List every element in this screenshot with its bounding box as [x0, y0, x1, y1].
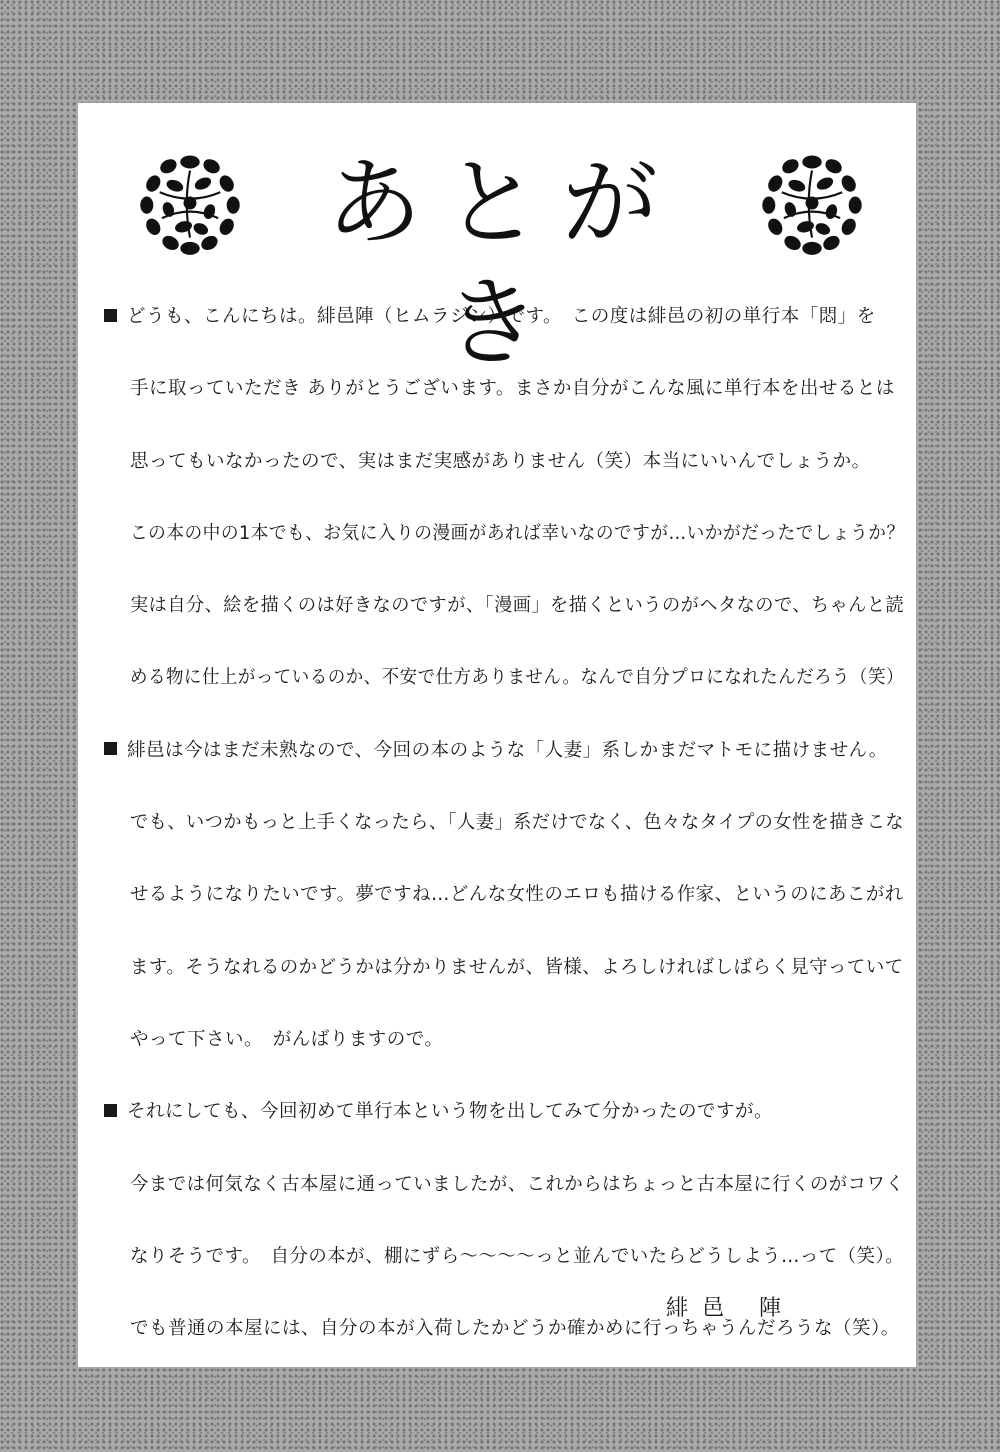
text-line — [104, 642, 904, 714]
page-title: あとがき — [326, 147, 680, 379]
line-text: それにしても、今回初めて単行本という物を出してみて分かったのですが。 — [127, 1101, 774, 1123]
line-text: 今までは何気なく古本屋に通っていましたが、これからはちょっと古本屋に行くのがコワく — [130, 1173, 905, 1195]
text-line — [104, 787, 904, 859]
square-bullet-icon — [104, 309, 117, 322]
text-line — [104, 498, 904, 570]
text-line — [104, 859, 904, 931]
square-bullet-icon — [104, 742, 117, 755]
line-text: どうも、こんにちは。緋邑陣（ヒムラジン）です。 この度は緋邑の初の単行本「悶」を — [127, 306, 876, 327]
author-signature: 緋邑 陣 — [666, 1296, 795, 1321]
line-text: 実は自分、絵を描くのは好きなのですが、「漫画」を描くというのがヘタなので、ちゃんと読 — [130, 595, 905, 617]
line-text: この本の中の1本でも、お気に入りの漫画があれば幸いなのですが…いかがだったでしょうか？ — [130, 522, 905, 544]
text-line — [104, 932, 904, 1004]
line-text: 思ってもいなかったので、実はまだ実感がありません（笑）本当にいいんでしょうか。 — [130, 450, 871, 472]
leaf-crest-icon — [136, 149, 244, 257]
text-line — [104, 570, 904, 642]
line-text: なりそうです。 自分の本が、棚にずら～～～～っと並んでいたらどうしよう…って（笑）。 — [130, 1245, 905, 1267]
leaf-crest-icon — [758, 149, 866, 257]
afterword-page — [78, 103, 916, 1367]
text-line — [104, 1004, 904, 1076]
line-text: 緋邑は今はまだ未熟なので、今回の本のような「人妻」系しかまだマトモに描けません。 — [127, 739, 888, 761]
square-bullet-icon — [104, 1104, 117, 1117]
text-line — [104, 281, 904, 353]
text-line — [104, 353, 904, 425]
afterword-body — [104, 281, 904, 1365]
line-text: でも、いつかもっと上手くなったら、「人妻」系だけでなく、色々なタイプの女性を描きこな — [130, 812, 905, 834]
text-line — [104, 1221, 904, 1293]
text-line — [104, 426, 904, 498]
line-text: やって下さい。 がんばりますので。 — [130, 1028, 444, 1050]
text-line — [104, 715, 904, 787]
text-line — [104, 1149, 904, 1221]
line-text: 手に取っていただき ありがとうございます。まさか自分がこんな風に単行本を出せるとは — [130, 378, 895, 400]
line-text: でも普通の本屋には、自分の本が入荷したかどうか確かめに行っちゃうんだろうな（笑）。 — [130, 1318, 900, 1340]
text-line — [104, 1076, 904, 1148]
line-text: ます。そうなれるのかどうかは分かりませんが、皆様、よろしければしばらく見守っていて — [130, 956, 904, 978]
line-text: せるようになりたいです。夢ですね…どんな女性のエロも描ける作家、というのにあこがれ — [130, 884, 904, 906]
line-text: める物に仕上がっているのか、不安で仕方ありません。なんで自分プロになれたんだろう（笑） — [130, 667, 904, 689]
